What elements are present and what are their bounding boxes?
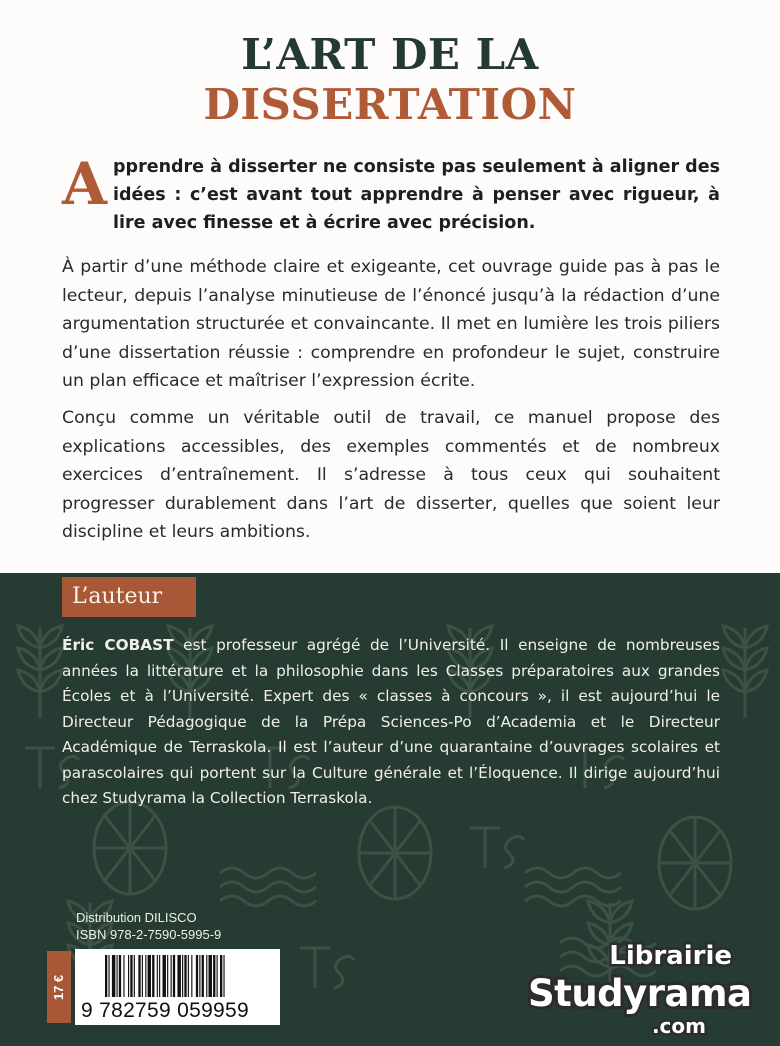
barcode-bar [134,955,135,997]
barcode-digits: 9 782759 059959 [81,999,249,1022]
leaf-icon [745,648,767,670]
barcode-bar [196,955,198,997]
author-heading: L’auteur [62,577,196,617]
barcode-bar [112,955,115,997]
barcode-bar [117,955,118,997]
drop-cap: A [62,150,108,218]
barcode-bar [119,955,121,997]
logo-librairie: Librairie [609,941,732,971]
leaf-icon [40,648,62,670]
barcode-bar [173,955,175,997]
barcode-bar [206,955,207,997]
barcode-bar [148,955,151,997]
book-title-line-1: L’ART DE LA [241,30,539,79]
monogram-t-icon [300,948,330,988]
leaf-icon [18,670,40,692]
distribution-info [76,909,221,943]
leaf-icon [40,626,62,648]
leaf-icon [745,670,767,692]
wave-icon [220,896,316,906]
isbn: ISBN 978-2-7590-5995-9 [76,927,222,942]
barcode-bar [123,955,124,997]
wave-icon [220,868,316,878]
leaf-icon [18,648,40,670]
wave-icon [525,896,621,906]
price-tag [47,951,71,1023]
wave-icon [525,868,621,878]
barcode-bar [128,955,129,997]
barcode-bar [152,955,154,997]
monogram-s-icon [504,836,524,868]
barcode-bar [220,955,222,997]
wave-icon [525,882,621,892]
barcode-bar [209,955,212,997]
lead-text: pprendre à disserter ne consiste pas seulement à aligner des idées : c’est avant tout apprendre à penser avec rigueur, à lire avec finesse et à écrire avec précision. [113,157,720,233]
wave-icon [220,882,316,892]
body-paragraph-2: Conçu comme un véritable outil de travail, ce manuel propose des explications accessibles, des exemples commentés et de nombreux exercices d’entraînement. Il s’adresse à tous ceux qui souhaitent progresser durablement dans l’art de disserter, quelles que soient leur discipline et leurs ambitions. [62,408,720,542]
author-name: Éric COBAST [62,636,174,654]
barcode-bar [213,955,215,997]
barcode-bar [199,955,200,997]
barcode-bar [217,955,218,997]
barcode-bar [159,955,160,997]
barcode-bar [142,955,143,997]
barcode-bar [130,955,132,997]
leaf-icon [723,626,745,648]
author-bio-text: est professeur agrégé de l’Université. Il enseigne de nombreuses années la littérature et la philosophie dans les Classes préparatoires aux grandes Écoles et à l’Université. Expert des « classes à concours », il est aujourd’hui le Directeur Pédagogique de la Prépa Sciences-Po d’Academia et le Directeur Académique de Terraskola. Il est l’auteur d’une quarantaine d’ouvrages scolaires et parascolaires qui portent sur la Culture générale et l’Éloquence. Il dirige aujourd’hui chez Studyrama la Collection Terraskola. [62,636,720,807]
barcode [75,949,280,1025]
monogram-t-icon [470,828,500,868]
author-section [0,573,780,1046]
logo-studyrama: Studyrama [528,972,752,1015]
barcode-bar [188,955,189,997]
barcode-bar [177,955,180,997]
barcode-bar [163,955,166,997]
leaf-icon [40,670,62,692]
studyrama-logo [520,941,750,1041]
barcode-bar [223,955,224,997]
distributor: Distribution DILISCO [76,910,197,925]
barcode-bar [108,955,109,997]
leaf-icon [723,670,745,692]
barcode-bar [138,955,140,997]
barcode-bar [157,955,158,997]
leaf-icon [723,648,745,670]
price: 17 € [51,974,67,1000]
barcode-bar [167,955,168,997]
barcode-bar [171,955,172,997]
barcode-bar [184,955,186,997]
barcode-bar [105,955,107,997]
barcode-bar [182,955,183,997]
monogram-s-icon [334,956,354,988]
author-bio [62,633,720,812]
barcode-bar [191,955,192,997]
barcode-bar [202,955,204,997]
monogram-t-icon [25,748,55,788]
logo-com: .com [651,1014,706,1038]
lead-paragraph [62,150,720,237]
leaf-icon [745,626,767,648]
leaf-icon [18,626,40,648]
body-paragraph-1: À partir d’une méthode claire et exigeante, cet ouvrage guide pas à pas le lecteur, depuis l’analyse minutieuse de l’énoncé jusqu’à la rédaction d’une argumentation structurée et convaincante. Il met en lumière les trois piliers d’une dissertation réussie : comprendre en profondeur le sujet, construire un plan efficace et maîtriser l’expression écrite. [62,257,720,391]
book-title-line-2: DISSERTATION [203,80,577,129]
barcode-bar [145,955,146,997]
